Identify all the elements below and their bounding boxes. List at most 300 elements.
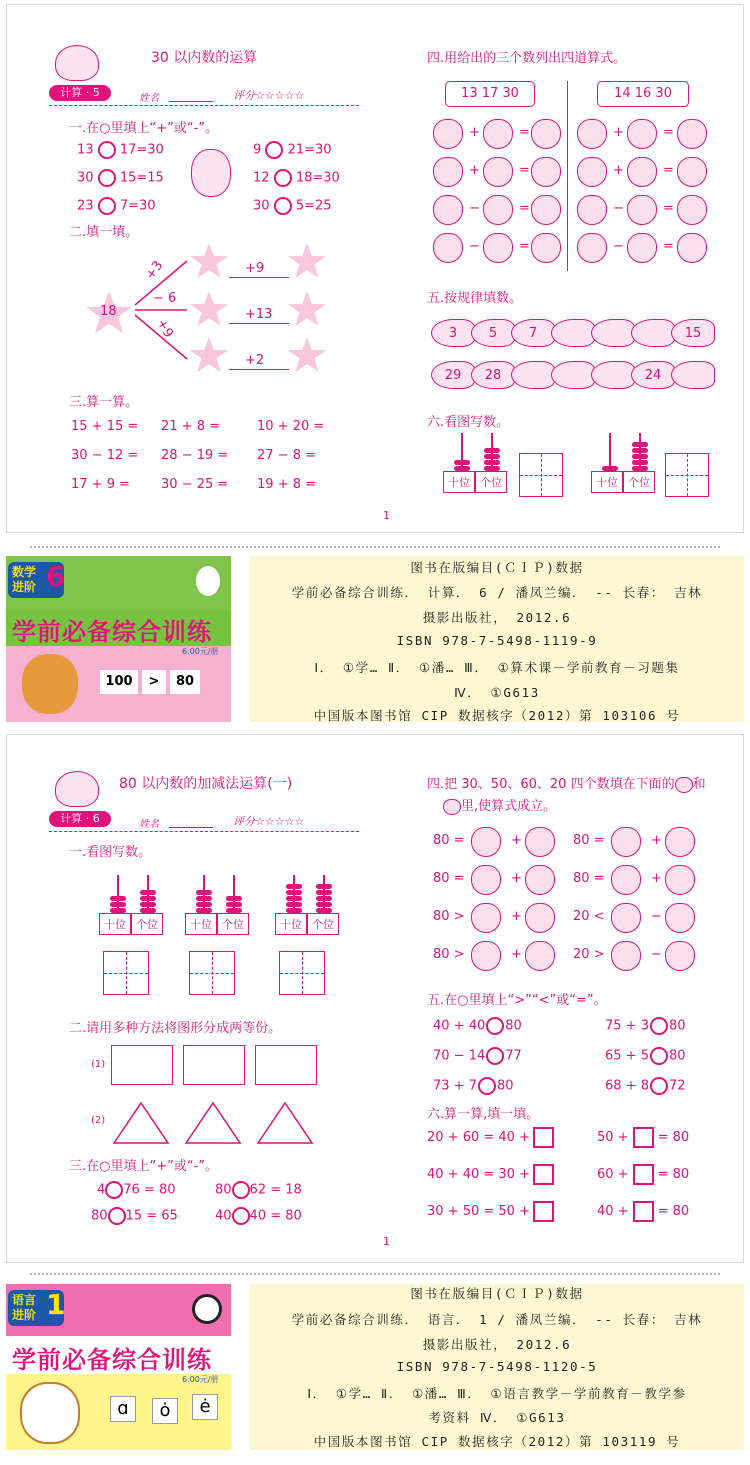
apple-blank-icon[interactable] bbox=[577, 119, 607, 149]
apple-icon bbox=[675, 777, 693, 793]
tens-place-label: 十位 bbox=[275, 913, 307, 935]
equals-sign: = bbox=[519, 125, 530, 140]
bear-icon bbox=[22, 654, 78, 714]
apple-blank-icon[interactable] bbox=[677, 233, 707, 263]
page-number: 1 bbox=[383, 509, 390, 522]
equation-lhs: 80 = bbox=[433, 871, 465, 886]
operator-sign: + bbox=[651, 833, 662, 848]
topic-tag-label: 计算 · 6 bbox=[60, 812, 100, 825]
fill-row bbox=[597, 1201, 689, 1222]
abacus-bead bbox=[196, 890, 212, 895]
compare-expression: 40 + 40 bbox=[433, 1018, 486, 1034]
topic-tag bbox=[49, 811, 111, 827]
strawberry-blank-icon[interactable] bbox=[433, 233, 463, 263]
abacus-bead bbox=[484, 454, 500, 459]
section-3-title: 三.在○里填上“+”或“-”。 bbox=[69, 1159, 218, 1174]
abacus-bead bbox=[632, 448, 648, 453]
header-divider bbox=[49, 105, 359, 106]
number-set-box: 14 16 30 bbox=[597, 81, 689, 107]
abacus-bead bbox=[286, 902, 302, 907]
star-blank-icon[interactable] bbox=[189, 243, 229, 281]
equation-text: = 80 bbox=[657, 1130, 690, 1145]
abacus-bead bbox=[286, 890, 302, 895]
calc-item: 30 − 12 = bbox=[71, 448, 139, 463]
operator-sign: + bbox=[469, 125, 480, 140]
cip-line: ISBN 978-7-5498-1119-9 bbox=[396, 633, 598, 648]
calc-item: 17 + 9 = bbox=[71, 477, 130, 492]
fruit-blank-icon[interactable] bbox=[665, 903, 695, 933]
strawberry-blank-icon[interactable] bbox=[483, 233, 513, 263]
rectangle-shape[interactable] bbox=[111, 1045, 173, 1085]
abacus-bead bbox=[316, 902, 332, 907]
abacus-bead bbox=[226, 896, 242, 901]
page-title: 30 以内数的运算 bbox=[151, 50, 258, 66]
fill-row bbox=[427, 1201, 554, 1222]
abacus-bead bbox=[632, 460, 648, 465]
calc-item: 10 + 20 = bbox=[257, 419, 325, 434]
fill-row bbox=[597, 1164, 689, 1185]
cover-number: 1 bbox=[46, 1288, 66, 1321]
separator-dots bbox=[30, 546, 720, 548]
equation-text: 50 + bbox=[597, 1130, 629, 1145]
mascot-logo-icon bbox=[55, 45, 99, 81]
answer-circle[interactable] bbox=[108, 1207, 126, 1225]
peach-icon bbox=[443, 799, 461, 815]
operator-sign: + bbox=[511, 871, 522, 886]
equation-text: = 80 bbox=[657, 1167, 690, 1182]
answer-circle[interactable] bbox=[274, 197, 292, 215]
fruit-blank-icon[interactable] bbox=[665, 941, 695, 971]
tens-place-label: 十位 bbox=[443, 471, 475, 493]
fruit-blank-icon[interactable] bbox=[471, 941, 501, 971]
abacus-bead bbox=[196, 902, 212, 907]
operator-sign: + bbox=[511, 947, 522, 962]
compare-value: 80 bbox=[505, 1018, 522, 1034]
fill-op-row: 4 76 = 80 bbox=[97, 1182, 176, 1198]
letter-card: ė bbox=[192, 1394, 218, 1420]
operator-sign: − bbox=[651, 909, 662, 924]
branch-label: +9 bbox=[153, 316, 176, 341]
strawberry-blank-icon[interactable] bbox=[483, 195, 513, 225]
name-line bbox=[169, 827, 213, 828]
fish-number-icon[interactable] bbox=[631, 319, 675, 347]
fish-number-icon[interactable] bbox=[591, 319, 635, 347]
equation-lhs: 20 < bbox=[573, 909, 605, 924]
compare-expression: 73 + 7 bbox=[433, 1078, 477, 1094]
calc-item: 28 − 19 = bbox=[161, 448, 229, 463]
cip-line: 摄影出版社， 2012.6 bbox=[422, 1337, 572, 1352]
compare-box: > bbox=[142, 670, 166, 694]
compare-row bbox=[605, 1017, 686, 1035]
strawberry-blank-icon[interactable] bbox=[433, 195, 463, 225]
fill-op-row: 80 15 = 65 bbox=[91, 1208, 178, 1224]
cip-line: 学前必备综合训练． 语言． 1 / 潘凤兰编． -- 长春： 吉林 bbox=[291, 1312, 703, 1327]
ones-place-label: 个位 bbox=[217, 913, 249, 935]
fruit-blank-icon[interactable] bbox=[525, 941, 555, 971]
op-label: +13 bbox=[245, 307, 273, 322]
cip-line: 中国版本图书馆 CIP 数据核字（2012）第 103119 号 bbox=[313, 1434, 681, 1449]
abacus-bead bbox=[196, 896, 212, 901]
apple-blank-icon[interactable] bbox=[577, 195, 607, 225]
compare-value: 80 bbox=[668, 1018, 686, 1034]
fruit-blank-icon[interactable] bbox=[525, 865, 555, 895]
cip-block-math bbox=[250, 556, 744, 722]
section-1-title: 一.看图写数。 bbox=[69, 845, 152, 860]
answer-grid[interactable] bbox=[665, 453, 709, 497]
abacus-bead bbox=[286, 896, 302, 901]
equation-text: 40 + 40 = 30 + bbox=[427, 1167, 530, 1182]
section-1-title: 一.在○里填上“+”或“-”。 bbox=[69, 121, 218, 136]
compare-expression: 65 + 5 bbox=[605, 1048, 649, 1064]
apple-blank-icon[interactable] bbox=[577, 157, 607, 187]
answer-box[interactable] bbox=[633, 1201, 654, 1222]
star-blank-icon[interactable] bbox=[287, 337, 327, 375]
compare-row bbox=[605, 1047, 686, 1065]
snowman-icon bbox=[196, 566, 220, 596]
row-label: (2) bbox=[91, 1115, 106, 1126]
fruit-blank-icon[interactable] bbox=[471, 865, 501, 895]
fruit-blank-icon[interactable] bbox=[611, 903, 641, 933]
apple-blank-icon[interactable] bbox=[677, 157, 707, 187]
abacus-bead bbox=[140, 890, 156, 895]
answer-circle[interactable] bbox=[232, 1181, 250, 1199]
strawberry-blank-icon[interactable] bbox=[531, 195, 561, 225]
section-3-title: 三.算一算。 bbox=[69, 395, 139, 410]
answer-circle[interactable] bbox=[478, 1077, 496, 1095]
fill-op-row: 40 40 = 80 bbox=[215, 1208, 302, 1224]
cip-block-language bbox=[250, 1284, 744, 1450]
compare-expression: 68 + 8 bbox=[605, 1078, 649, 1094]
calc-item: 30 − 25 = bbox=[161, 477, 229, 492]
equals-sign: = bbox=[663, 125, 674, 140]
bear-mascot-icon bbox=[191, 149, 231, 197]
answer-grid[interactable] bbox=[189, 951, 235, 995]
compare-value: 80 bbox=[496, 1078, 514, 1094]
operator-sign: − bbox=[469, 201, 480, 216]
fill-op-row: 13 17=30 bbox=[77, 142, 164, 158]
fill-op-row: 23 7=30 bbox=[77, 198, 156, 214]
equals-sign: = bbox=[519, 201, 530, 216]
arrow-line bbox=[229, 369, 289, 370]
fruit-blank-icon[interactable] bbox=[665, 865, 695, 895]
cip-header: 图书在版编目(ＣＩＰ)数据 bbox=[410, 560, 584, 575]
answer-circle[interactable] bbox=[650, 1017, 668, 1035]
abacus-bead bbox=[632, 442, 648, 447]
answer-box[interactable] bbox=[533, 1201, 554, 1222]
letter-card: ɑ bbox=[110, 1396, 136, 1422]
compare-expression: 75 + 3 bbox=[605, 1018, 649, 1034]
apple-blank-icon[interactable] bbox=[627, 157, 657, 187]
abacus-bead bbox=[286, 884, 302, 889]
fruit-blank-icon[interactable] bbox=[525, 827, 555, 857]
answer-grid[interactable] bbox=[103, 951, 149, 995]
fish-number-icon[interactable] bbox=[671, 361, 715, 389]
fruit-blank-icon[interactable] bbox=[611, 827, 641, 857]
abacus-bead bbox=[226, 902, 242, 907]
panda-icon bbox=[192, 1294, 222, 1324]
fruit-blank-icon[interactable] bbox=[611, 941, 641, 971]
fill-row bbox=[427, 1164, 554, 1185]
fish-number-icon[interactable]: 28 bbox=[471, 361, 515, 389]
equation-lhs: 80 = bbox=[573, 871, 605, 886]
score-label: 评分☆☆☆☆☆ bbox=[233, 89, 305, 102]
abacus-bead bbox=[484, 460, 500, 465]
fish-number-icon[interactable] bbox=[551, 319, 595, 347]
start-number: 18 bbox=[100, 304, 117, 319]
star-blank-icon[interactable] bbox=[189, 291, 229, 329]
apple-blank-icon[interactable] bbox=[627, 119, 657, 149]
abacus-bead bbox=[140, 896, 156, 901]
cip-header: 图书在版编目(ＣＩＰ)数据 bbox=[410, 1286, 584, 1301]
abacus-bead bbox=[316, 884, 332, 889]
ones-place-label: 个位 bbox=[475, 471, 507, 493]
page-number: 1 bbox=[383, 1235, 390, 1248]
compare-row bbox=[433, 1047, 522, 1065]
equation-text: 40 + bbox=[597, 1204, 629, 1219]
equation-text: 30 + 50 = 50 + bbox=[427, 1204, 530, 1219]
answer-box[interactable] bbox=[533, 1164, 554, 1185]
strawberry-blank-icon[interactable] bbox=[531, 233, 561, 263]
compare-value: 77 bbox=[505, 1048, 522, 1064]
abacus-bead bbox=[632, 454, 648, 459]
apple-blank-icon[interactable] bbox=[677, 119, 707, 149]
fill-op-row: 9 21=30 bbox=[253, 142, 332, 158]
answer-circle[interactable] bbox=[486, 1017, 504, 1035]
equation-lhs: 80 > bbox=[433, 909, 465, 924]
page-title: 80 以内数的加减法运算(一) bbox=[119, 776, 293, 792]
cover-title: 学前必备综合训练 bbox=[12, 618, 212, 646]
compare-value: 80 bbox=[668, 1048, 686, 1064]
operator-sign: + bbox=[469, 163, 480, 178]
cover-price: 6.00元/册 bbox=[182, 647, 219, 656]
fish-number-icon[interactable]: 29 bbox=[431, 361, 475, 389]
cip-line: ISBN 978-7-5498-1120-5 bbox=[396, 1359, 598, 1374]
fruit-blank-icon[interactable] bbox=[471, 827, 501, 857]
strawberry-blank-icon[interactable] bbox=[483, 157, 513, 187]
topic-tag-label: 计算 · 5 bbox=[60, 86, 100, 99]
branch-label: +3 bbox=[142, 258, 167, 283]
equals-sign: = bbox=[663, 163, 674, 178]
answer-circle[interactable] bbox=[98, 197, 116, 215]
header-divider bbox=[49, 831, 359, 832]
operator-sign: − bbox=[651, 947, 662, 962]
equation-lhs: 80 = bbox=[433, 833, 465, 848]
fish-number-icon[interactable]: 5 bbox=[471, 319, 515, 347]
apple-blank-icon[interactable] bbox=[677, 195, 707, 225]
compare-box: 100 bbox=[100, 670, 138, 694]
fill-op-row: 30 15=15 bbox=[77, 170, 164, 186]
fill-op-row: 30 5=25 bbox=[253, 198, 332, 214]
fish-number-icon[interactable]: 15 bbox=[671, 319, 715, 347]
ones-place-label: 个位 bbox=[623, 471, 655, 493]
cip-line: Ⅰ． ①学… Ⅱ． ①潘… Ⅲ． ①语言教学－学前教育－教学参 bbox=[307, 1386, 687, 1401]
answer-circle[interactable] bbox=[98, 169, 116, 187]
cip-line: 摄影出版社， 2012.6 bbox=[422, 610, 572, 625]
rectangle-shape[interactable] bbox=[183, 1045, 245, 1085]
section-6-title: 六.算一算,填一填。 bbox=[427, 1107, 540, 1122]
equals-sign: = bbox=[663, 201, 674, 216]
score-label: 评分☆☆☆☆☆ bbox=[233, 815, 305, 828]
operator-sign: + bbox=[613, 125, 624, 140]
section-5-title: 五.在○里填上“>”“<”或“=”。 bbox=[427, 993, 607, 1008]
answer-circle[interactable] bbox=[650, 1047, 668, 1065]
name-label: 姓名 bbox=[139, 819, 159, 830]
cover-badge: 语言 进阶 bbox=[8, 1290, 64, 1326]
operator-sign: + bbox=[511, 909, 522, 924]
fill-row bbox=[427, 1127, 554, 1148]
cip-line: 中国版本图书馆 CIP 数据核字（2012）第 103106 号 bbox=[313, 708, 681, 723]
abacus-bead bbox=[316, 896, 332, 901]
compare-row bbox=[433, 1017, 522, 1035]
answer-grid[interactable] bbox=[279, 951, 325, 995]
answer-grid[interactable] bbox=[519, 453, 563, 497]
operator-sign: + bbox=[613, 163, 624, 178]
fruit-blank-icon[interactable] bbox=[611, 865, 641, 895]
arrow-line bbox=[229, 277, 289, 278]
compare-expression: 70 − 14 bbox=[433, 1048, 486, 1064]
equation-text: 60 + bbox=[597, 1167, 629, 1182]
cover-price: 6.00元/册 bbox=[182, 1375, 219, 1384]
number-set-box: 13 17 30 bbox=[445, 81, 535, 107]
strawberry-blank-icon[interactable] bbox=[433, 119, 463, 149]
fish-number-icon[interactable] bbox=[551, 361, 595, 389]
cip-line: Ⅳ． ①G613 bbox=[454, 685, 540, 700]
fill-op-row: 12 18=30 bbox=[253, 170, 340, 186]
compare-row bbox=[433, 1077, 514, 1095]
rectangle-shape[interactable] bbox=[255, 1045, 317, 1085]
apple-blank-icon[interactable] bbox=[577, 233, 607, 263]
tens-place-label: 十位 bbox=[99, 913, 131, 935]
fish-number-icon[interactable]: 7 bbox=[511, 319, 555, 347]
branch-label: − 6 bbox=[153, 291, 177, 306]
row-label: (1) bbox=[91, 1059, 106, 1070]
cip-line: 学前必备综合训练． 计算． 6 / 潘凤兰编． -- 长春： 吉林 bbox=[291, 585, 703, 600]
apple-blank-icon[interactable] bbox=[627, 233, 657, 263]
operator-sign: − bbox=[613, 239, 624, 254]
fill-op-row: 80 62 = 18 bbox=[215, 1182, 302, 1198]
calc-item: 27 − 8 = bbox=[257, 448, 316, 463]
equation-text: = 80 bbox=[657, 1204, 690, 1219]
strawberry-blank-icon[interactable] bbox=[531, 119, 561, 149]
equation-lhs: 80 = bbox=[573, 833, 605, 848]
operator-sign: − bbox=[469, 239, 480, 254]
worksheet-page-1 bbox=[6, 4, 744, 533]
worksheet-page-2 bbox=[6, 734, 744, 1263]
name-line bbox=[169, 101, 213, 102]
equals-sign: = bbox=[519, 239, 530, 254]
abacus-bead bbox=[140, 902, 156, 907]
fill-row bbox=[597, 1127, 689, 1148]
section-2-title: 二.填一填。 bbox=[69, 225, 139, 240]
calc-item: 15 + 15 = bbox=[71, 419, 139, 434]
op-label: +2 bbox=[245, 353, 265, 368]
section-4-title: 四.把 30、50、60、20 四个数填在下面的 和 bbox=[427, 777, 706, 792]
cip-line: 考资料 Ⅳ． ①G613 bbox=[428, 1410, 566, 1425]
answer-circle[interactable] bbox=[98, 141, 116, 159]
answer-circle[interactable] bbox=[232, 1207, 250, 1225]
answer-circle[interactable] bbox=[274, 169, 292, 187]
tens-place-label: 十位 bbox=[591, 471, 623, 493]
mascot-logo-icon bbox=[55, 771, 99, 807]
op-label: +9 bbox=[245, 261, 265, 276]
equation-text: 20 + 60 = 40 + bbox=[427, 1130, 530, 1145]
operator-sign: − bbox=[613, 201, 624, 216]
section-2-title: 二.请用多种方法将图形分成两等份。 bbox=[69, 1021, 282, 1036]
strawberry-blank-icon[interactable] bbox=[483, 119, 513, 149]
fruit-blank-icon[interactable] bbox=[525, 903, 555, 933]
equation-lhs: 20 > bbox=[573, 947, 605, 962]
star-blank-icon[interactable] bbox=[189, 337, 229, 375]
ones-place-label: 个位 bbox=[131, 913, 163, 935]
strawberry-blank-icon[interactable] bbox=[433, 157, 463, 187]
answer-circle[interactable] bbox=[105, 1181, 123, 1199]
compare-value: 72 bbox=[668, 1078, 686, 1094]
apple-blank-icon[interactable] bbox=[627, 195, 657, 225]
equals-sign: = bbox=[663, 239, 674, 254]
cover-number: 6 bbox=[46, 560, 66, 593]
answer-circle[interactable] bbox=[650, 1077, 668, 1095]
compare-box: 80 bbox=[170, 670, 200, 694]
column-divider bbox=[567, 81, 568, 271]
fish-number-icon[interactable] bbox=[511, 361, 555, 389]
triangle-shapes[interactable] bbox=[111, 1099, 321, 1145]
abacus-bead bbox=[110, 896, 126, 901]
arrow-line bbox=[229, 323, 289, 324]
topic-tag bbox=[49, 85, 111, 101]
answer-box[interactable] bbox=[533, 1127, 554, 1148]
calc-item: 19 + 8 = bbox=[257, 477, 316, 492]
letter-card: ȯ bbox=[152, 1398, 178, 1424]
cover-title: 学前必备综合训练 bbox=[12, 1346, 212, 1374]
equation-lhs: 80 > bbox=[433, 947, 465, 962]
star-blank-icon[interactable] bbox=[287, 243, 327, 281]
fruit-blank-icon[interactable] bbox=[471, 903, 501, 933]
tens-place-label: 十位 bbox=[185, 913, 217, 935]
answer-circle[interactable] bbox=[486, 1047, 504, 1065]
fruit-blank-icon[interactable] bbox=[665, 827, 695, 857]
fish-number-icon[interactable] bbox=[591, 361, 635, 389]
cip-line: Ⅰ． ①学… Ⅱ． ①潘… Ⅲ． ①算术课－学前教育－习题集 bbox=[314, 660, 680, 675]
abacus-bead bbox=[316, 890, 332, 895]
abacus-bead bbox=[454, 460, 470, 465]
puppy-icon bbox=[20, 1382, 80, 1444]
abacus-bead bbox=[484, 448, 500, 453]
book-cover-math bbox=[6, 556, 231, 722]
equals-sign: = bbox=[519, 163, 530, 178]
section-6-title: 六.看图写数。 bbox=[427, 415, 510, 430]
abacus-bead bbox=[110, 902, 126, 907]
calc-item: 21 + 8 = bbox=[161, 419, 220, 434]
answer-circle[interactable] bbox=[265, 141, 283, 159]
cover-badge: 数学 进阶 bbox=[8, 562, 64, 598]
operator-sign: + bbox=[651, 871, 662, 886]
section-4-title-2: 里,使算式成立。 bbox=[443, 795, 556, 815]
section-5-title: 五.按规律填数。 bbox=[427, 291, 523, 306]
book-cover-language bbox=[6, 1284, 231, 1450]
section-4-title: 四.用给出的三个数列出四道算式。 bbox=[427, 51, 627, 66]
star-blank-icon[interactable] bbox=[287, 291, 327, 329]
answer-box[interactable] bbox=[633, 1127, 654, 1148]
compare-row bbox=[605, 1077, 686, 1095]
answer-box[interactable] bbox=[633, 1164, 654, 1185]
fish-number-icon[interactable]: 3 bbox=[431, 319, 475, 347]
fish-number-icon[interactable]: 24 bbox=[631, 361, 675, 389]
strawberry-blank-icon[interactable] bbox=[531, 157, 561, 187]
separator-dots bbox=[30, 1273, 720, 1275]
name-label: 姓名 bbox=[139, 93, 159, 104]
ones-place-label: 个位 bbox=[307, 913, 339, 935]
operator-sign: + bbox=[511, 833, 522, 848]
